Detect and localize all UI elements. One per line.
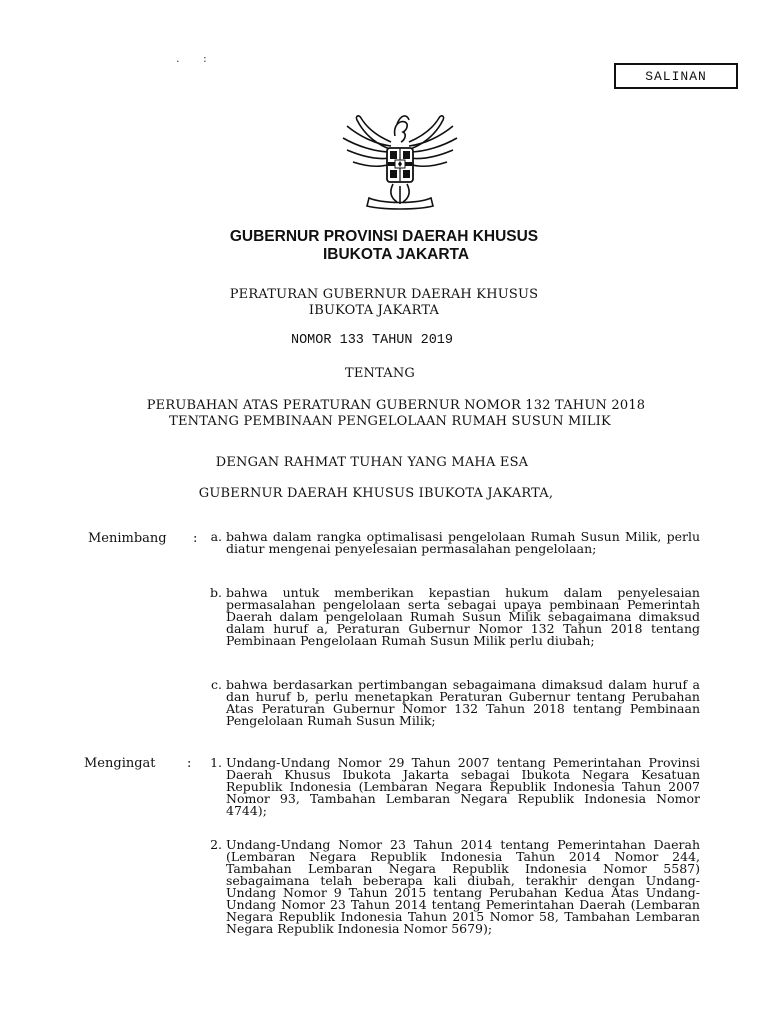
salinan-stamp: SALINAN [614,63,738,89]
invocation-line: DENGAN RAHMAT TUHAN YANG MAHA ESA [215,455,529,470]
mengingat-item-1 [202,757,700,829]
menimbang-colon: : [193,531,198,546]
subject-line-1: PERUBAHAN ATAS PERATURAN GUBERNUR NOMOR 132 TAHUN 2018 [146,398,646,413]
item-number: b. [210,585,222,600]
mengingat-colon: : [187,756,192,771]
item-number: a. [210,529,222,544]
menimbang-item-b [202,587,700,667]
item-number: 1. [210,755,222,770]
item-text: bahwa berdasarkan pertimbangan sebagaimana dimaksud dalam huruf a dan huruf b, perlu menetapkan Peraturan Gubernur tentang Perubahan Atas Peraturan Gubernur Nomor 132 Tahun 2018 tentang Pembinaan Pengelolaan Rumah Susun Milik; [226,677,700,728]
issuer-title-line-1: GUBERNUR PROVINSI DAERAH KHUSUS [229,228,539,245]
mengingat-item-2 [202,839,700,969]
item-text: Undang-Undang Nomor 23 Tahun 2014 tentang Pemerintahan Daerah (Lembaran Negara Republik Indonesia Tahun 2014 Nomor 244, Tambahan Lembaran Negara Republik Indonesia Nomor 5587) sebagaimana telah beberapa kali diubah, terakhir dengan Undang-Undang Nomor 9 Tahun 2015 tentang Perubahan Kedua Atas Undang-Undang Nomor 23 Tahun 2014 tentang Pemerintahan Daerah (Lembaran Negara Republik Indonesia Tahun 2015 Nomor 58, Tambahan Lembaran Negara Republik Indonesia Nomor 5679); [226,837,700,936]
mengingat-label: Mengingat [84,756,156,771]
item-text: bahwa dalam rangka optimalisasi pengelolaan Rumah Susun Milik, perlu diatur mengenai penyelesaian permasalahan pengelolaan; [226,529,700,556]
regulation-title-line-2: IBUKOTA JAKARTA [308,303,440,318]
menimbang-item-c [202,679,700,743]
item-text: bahwa untuk memberikan kepastian hukum dalam penyelesaian permasalahan pengelolaan serta sebagai upaya pembinaan Pemerintah Daerah dalam pengelolaan Rumah Susun Milik sebagaimana dimaksud dalam huruf a, Peraturan Gubernur Nomor 132 Tahun 2018 tentang Pembinaan Pengelolaan Rumah Susun Milik perlu diubah; [226,585,700,648]
subject-line-2: TENTANG PEMBINAAN PENGELOLAAN RUMAH SUSUN MILIK [169,414,611,429]
item-number: 2. [210,837,222,852]
governor-line: GUBERNUR DAERAH KHUSUS IBUKOTA JAKARTA, [198,486,554,501]
issuer-title-line-2: IBUKOTA JAKARTA [322,246,470,263]
item-number: c. [211,677,222,692]
menimbang-item-a [202,531,700,571]
regulation-number: NOMOR 133 TAHUN 2019 [290,333,454,348]
scan-marks: . : [176,52,217,65]
item-text: Undang-Undang Nomor 29 Tahun 2007 tentang Pemerintahan Provinsi Daerah Khusus Ibukota Jakarta sebagai Ibukota Negara Kesatuan Republik Indonesia (Lembaran Negara Republik Indonesia Tahun 2007 Nomor 93, Tambahan Lembaran Negara Republik Indonesia Nomor 4744); [226,755,700,818]
menimbang-label: Menimbang [88,531,167,546]
regulation-title-line-1: PERATURAN GUBERNUR DAERAH KHUSUS [229,287,539,302]
tentang-label: TENTANG [344,366,416,381]
garuda-emblem-icon [335,106,465,210]
